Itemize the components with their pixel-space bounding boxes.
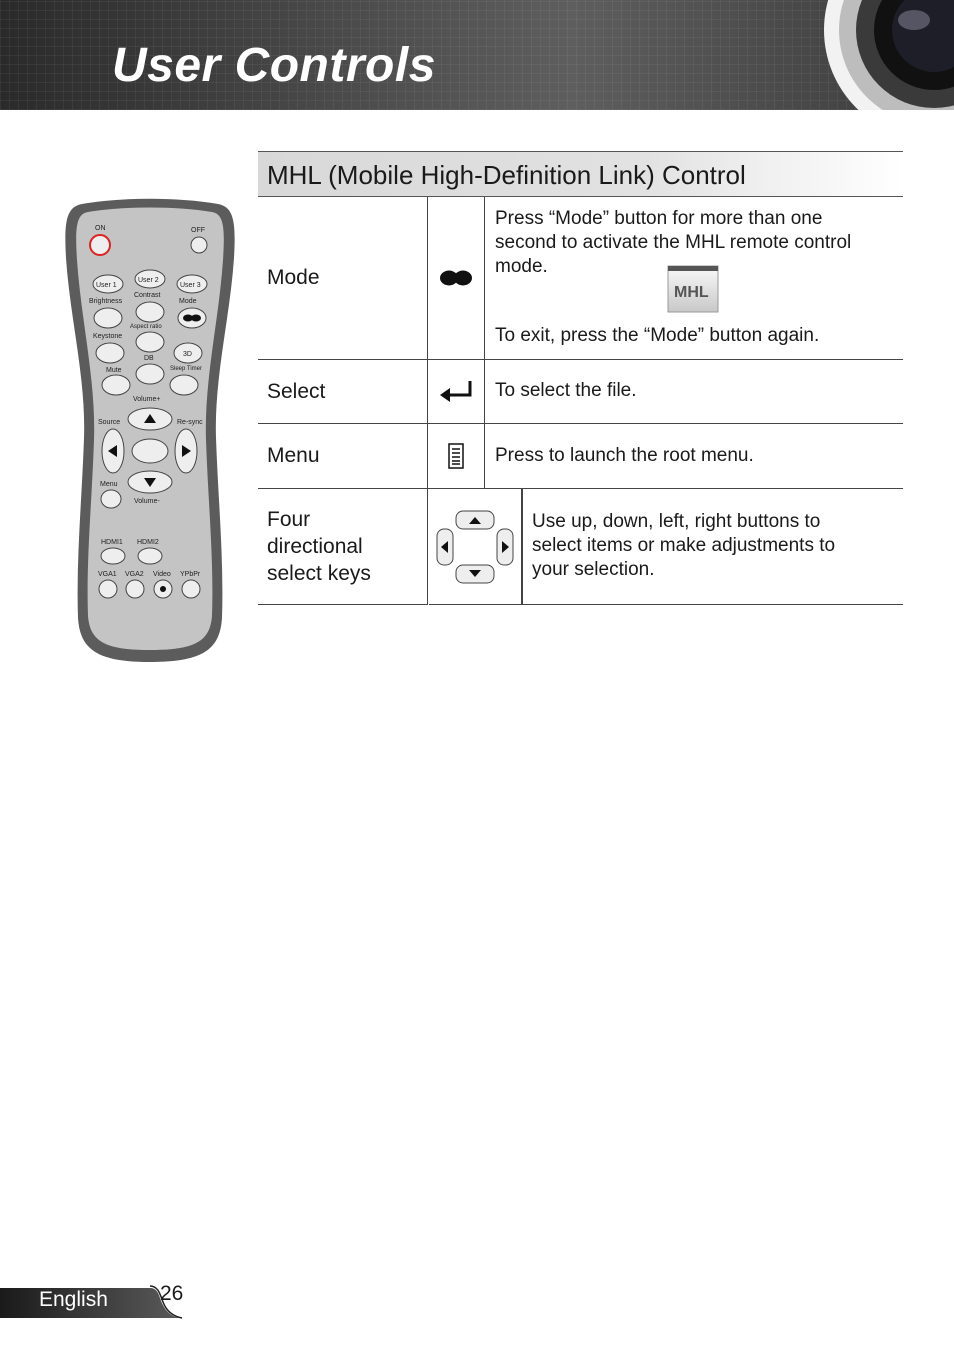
remote-keystone-label: Keystone xyxy=(93,333,123,340)
remote-mute-label: Mute xyxy=(106,367,122,374)
remote-user1-label: User 1 xyxy=(96,282,117,289)
remote-aspect-label: Aspect ratio xyxy=(130,324,162,330)
remote-control-illustration xyxy=(62,198,238,664)
row-name: Mode xyxy=(258,197,428,359)
remote-resync-label: Re-sync xyxy=(177,419,203,426)
hdmi2-button xyxy=(138,548,162,564)
hdmi1-button xyxy=(101,548,125,564)
row-description: Press to launch the root menu. xyxy=(495,445,754,466)
table-row-four-directional xyxy=(258,489,903,605)
section-title: MHL (Mobile High-Definition Link) Control xyxy=(258,151,903,197)
page-number: 26 xyxy=(160,1282,184,1305)
remote-3d-label: 3D xyxy=(183,351,192,358)
four-way-keys-icon xyxy=(435,509,515,585)
vga1-button xyxy=(99,580,117,598)
mute-button xyxy=(102,375,130,395)
page-title: User Controls xyxy=(112,39,436,92)
row-description xyxy=(522,489,903,604)
enter-button xyxy=(132,439,168,463)
power-on-button xyxy=(90,235,110,255)
remote-off-label: OFF xyxy=(191,227,205,234)
aspect-ratio-button xyxy=(136,332,164,352)
row-description xyxy=(485,197,903,359)
remote-video-label: Video xyxy=(153,571,171,578)
remote-ypbpr-label: YPbPr xyxy=(180,571,201,578)
remote-volume-up-label: Volume+ xyxy=(133,396,161,403)
name-line: select keys xyxy=(267,562,371,585)
desc-line: second to activate the MHL remote control xyxy=(495,232,852,253)
remote-user3-label: User 3 xyxy=(180,282,201,289)
menu-icon xyxy=(448,443,464,469)
ypbpr-button xyxy=(182,580,200,598)
desc-line: Use up, down, left, right buttons to xyxy=(532,511,821,532)
power-off-button xyxy=(191,237,207,253)
menu-button xyxy=(101,490,121,508)
name-line: directional xyxy=(267,535,363,558)
desc-line: Press “Mode” button for more than one xyxy=(495,208,823,229)
row-name xyxy=(258,489,428,604)
remote-brightness-label: Brightness xyxy=(89,298,123,305)
remote-volume-down-label: Volume- xyxy=(134,498,160,505)
contrast-button xyxy=(136,302,164,322)
enter-icon xyxy=(438,379,474,405)
table-row-select xyxy=(258,360,903,424)
desc-line: mode. xyxy=(495,256,548,277)
vga2-button xyxy=(126,580,144,598)
remote-sleep-label: Sleep Timer xyxy=(170,366,203,372)
mhl-badge-icon xyxy=(667,265,719,320)
remote-source-label: Source xyxy=(98,419,121,426)
projector-lens-icon xyxy=(794,0,954,110)
brightness-button xyxy=(94,308,122,328)
table-row-menu xyxy=(258,424,903,489)
page-header xyxy=(0,0,954,110)
sleep-timer-button xyxy=(170,375,198,395)
name-line: Four xyxy=(267,508,311,531)
remote-hdmi2-label: HDMI2 xyxy=(137,539,159,546)
remote-user2-label: User 2 xyxy=(138,277,159,284)
keystone-button xyxy=(96,343,124,363)
remote-contrast-label: Contrast xyxy=(134,292,161,299)
desc-line: select items or make adjustments to xyxy=(532,535,836,556)
row-name: Select xyxy=(258,360,428,423)
row-description: To select the file. xyxy=(495,380,637,401)
remote-mode-label: Mode xyxy=(179,298,197,305)
remote-menu-label: Menu xyxy=(100,481,118,488)
remote-vga2-label: VGA2 xyxy=(125,571,144,578)
remote-db-label: DB xyxy=(144,355,154,362)
mode-icon xyxy=(439,269,473,287)
remote-hdmi1-label: HDMI1 xyxy=(101,539,123,546)
row-name: Menu xyxy=(258,424,428,488)
db-button xyxy=(136,364,164,384)
footer-language: English xyxy=(39,1288,108,1311)
desc-exit-text: To exit, press the “Mode” button again. xyxy=(495,325,820,346)
remote-on-label: ON xyxy=(95,225,106,232)
remote-vga1-label: VGA1 xyxy=(98,571,117,578)
table-row-mode xyxy=(258,197,903,360)
mhl-badge-label: MHL xyxy=(674,284,709,301)
desc-line: your selection. xyxy=(532,559,655,580)
